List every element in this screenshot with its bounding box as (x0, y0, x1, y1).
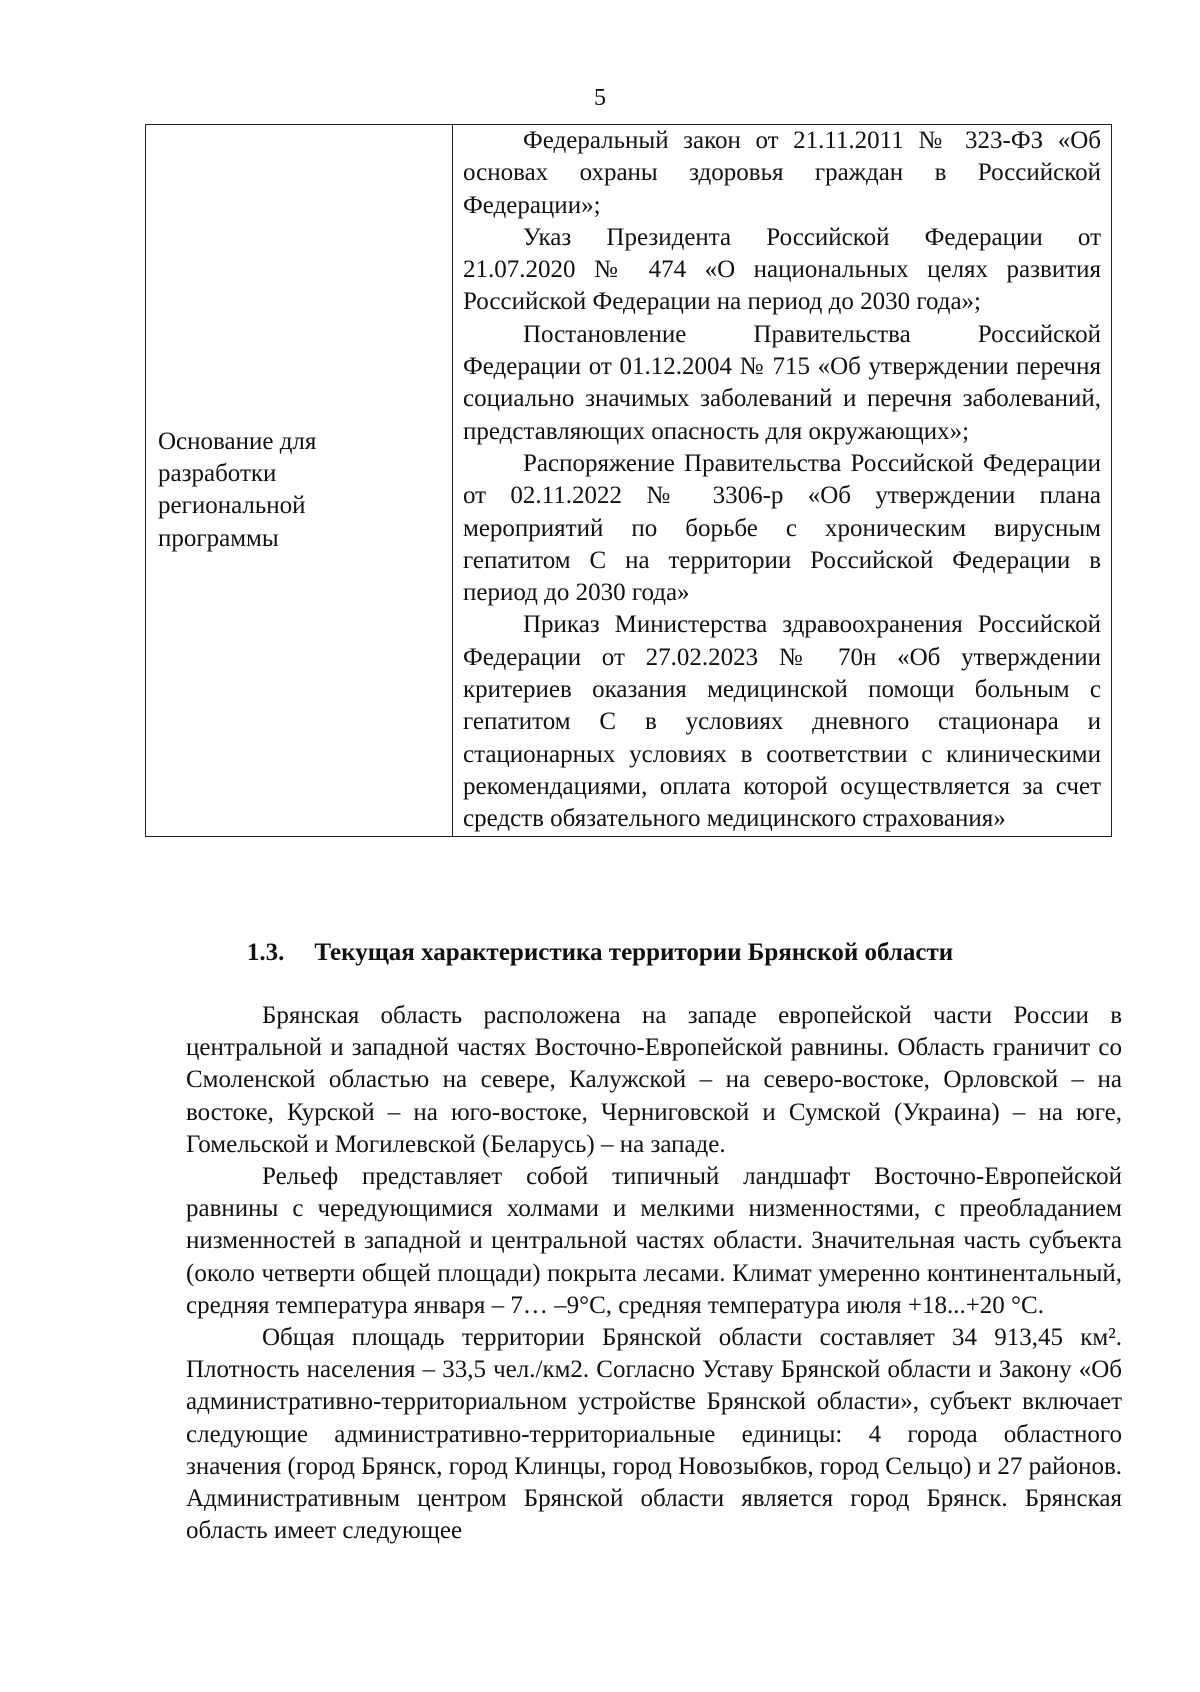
legal-basis-item: Указ Президента Российской Федерации от 21.07.2020 № 474 «О национальных целях развития Российской Федерации на период до 2030 года»; (463, 223, 1101, 316)
section-heading (0, 938, 1200, 968)
page-number: 5 (594, 85, 606, 111)
legal-basis-item: Распоряжение Правительства Российской Федерации от 02.11.2022 № 3306-р «Об утверждении плана мероприятий по борьбе с хроническим вирусным гепатитом С на территории Российской Федерации в период до 2030 года» (463, 449, 1101, 607)
program-basis-table (145, 124, 1112, 837)
section-title: Текущая характеристика территории Брянской области (314, 939, 954, 966)
paragraph: Брянская область расположена на западе европейской части России в центральной и западной частях Восточно-Европейской равнины. Область граничит со Смоленской областью на севере, Калужской – на северо-востоке, Орловской – на востоке, Курской – на юго-востоке, Черниговской и Сумской (Украина) – на юге, Гомельской и Могилевской (Беларусь) – на западе. (186, 1002, 1122, 1158)
table-label-cell (146, 125, 453, 837)
body-text (186, 1000, 1122, 1547)
legal-basis-item: Приказ Министерства здравоохранения Российской Федерации от 27.02.2023 № 70н «Об утверждении критериев оказания медицинской помощи больным с гепатитом С в условиях дневного стационара и стационарных условиях в соответствии с клиническими рекомендациями, оплата которой осуществляется за счет средств обязательного медицинского страхования» (463, 611, 1101, 833)
table-row (146, 125, 1112, 837)
table-content-cell (453, 125, 1112, 837)
paragraph: Рельеф представляет собой типичный ландшафт Восточно-Европейской равнины с чередующимися холмами и мелкими низменностями, с преобладанием низменностей в западной и центральной частях области. Значительная часть субъекта (около четверти общей площади) покрыта лесами. Климат умеренно континентальный, средняя температура января – 7… –9°С, средняя температура июля +18...+20 °С. (186, 1163, 1122, 1319)
paragraph: Общая площадь территории Брянской области составляет 34 913,45 км². Плотность населения – 33,5 чел./км2. Согласно Уставу Брянской области и Закону «Об административно-территориальном устройстве Брянской области», субъект включает следующие административно-территориальные единицы: 4 города областного значения (город Брянск, город Клинцы, город Новозыбков, город Сельцо) и 27 районов. Административным центром Брянской области является город Брянск. Брянская область имеет следующее (186, 1324, 1122, 1545)
table-label: Основание для разработки региональной программы (158, 427, 317, 552)
legal-basis-item: Постановление Правительства Российской Федерации от 01.12.2004 № 715 «Об утверждении перечня социально значимых заболеваний и перечня заболеваний, представляющих опасность для окружающих»; (463, 320, 1101, 445)
legal-basis-item: Федеральный закон от 21.11.2011 № 323-ФЗ «Об основах охраны здоровья граждан в Российской Федерации»; (463, 127, 1101, 219)
section-number: 1.3. (246, 939, 285, 966)
